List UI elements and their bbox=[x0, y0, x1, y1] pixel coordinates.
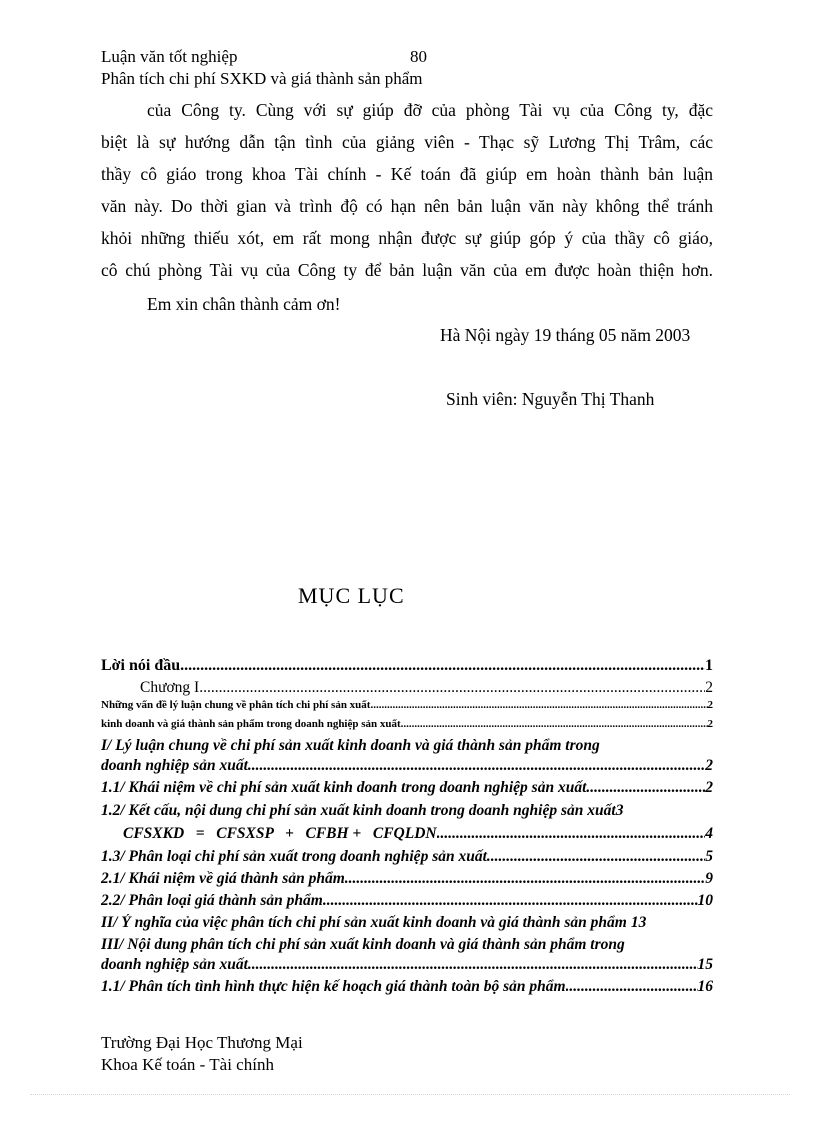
toc-entry: Những vấn đề lý luận chung về phân tích chi phí sản xuất ..... 2 bbox=[101, 699, 713, 718]
paragraph-line: biệt là sự hướng dẫn tận tình của giảng viên - Thạc sỹ Lương Thị Trâm, các bbox=[101, 132, 713, 152]
toc-entry: Lời nói đầu ..... 1 bbox=[101, 657, 713, 679]
footer-school: Trường Đại Học Thương Mại bbox=[101, 1033, 303, 1052]
header-subtitle: Phân tích chi phí SXKD và giá thành sản phẩm bbox=[101, 69, 423, 88]
toc-entry: kinh doanh và giá thành sản phẩm trong doanh nghiệp sản xuất ..... 2 bbox=[101, 718, 713, 737]
header-title: Luận văn tốt nghiệp bbox=[101, 47, 238, 66]
paragraph-line: thầy cô giáo trong khoa Tài chính - Kế toán đã giúp em hoàn thành bản luận bbox=[101, 164, 713, 184]
signature-line: Sinh viên: Nguyễn Thị Thanh bbox=[446, 389, 655, 409]
table-of-contents bbox=[101, 657, 713, 1000]
toc-entry: CFSXKD = CFSXSP + CFBH + CFQLDN ..... 4 bbox=[101, 825, 713, 848]
thanks-line: Em xin chân thành cảm ơn! bbox=[147, 294, 341, 314]
paragraph-line: văn này. Do thời gian và trình độ có hạn nên bản luận văn này không thể tránh bbox=[101, 196, 713, 216]
page-divider bbox=[30, 1094, 790, 1095]
paragraph-line: của Công ty. Cùng với sự giúp đỡ của phòng Tài vụ của Công ty, đặc bbox=[147, 100, 713, 120]
acknowledgement-paragraph bbox=[101, 94, 713, 286]
toc-entry: Chương I ..... 2 bbox=[101, 679, 713, 699]
footer-faculty: Khoa Kế toán - Tài chính bbox=[101, 1055, 274, 1074]
toc-entry: III/ Nội dung phân tích chi phí sản xuất kinh doanh và giá thành sản phẩm trong bbox=[101, 936, 625, 953]
toc-entry: 1.1/ Phân tích tình hình thực hiện kế hoạch giá thành toàn bộ sản phẩm ..... 16 bbox=[101, 978, 713, 1000]
toc-entry: doanh nghiệp sản xuất ..... 15 bbox=[101, 956, 713, 978]
toc-entry: 2.1/ Khái niệm về giá thành sản phẩm ..... 9 bbox=[101, 870, 713, 892]
date-line: Hà Nội ngày 19 tháng 05 năm 2003 bbox=[440, 325, 691, 345]
toc-entry: II/ Ý nghĩa của việc phân tích chi phí sản xuất kinh doanh và giá thành sản phẩm 13 bbox=[101, 914, 647, 931]
toc-entry: I/ Lý luận chung về chi phí sản xuất kinh doanh và giá thành sản phẩm trong bbox=[101, 737, 600, 754]
toc-entry: 2.2/ Phân loại giá thành sản phẩm ..... 10 bbox=[101, 892, 713, 914]
toc-title: MỤC LỤC bbox=[298, 583, 405, 608]
toc-entry: doanh nghiệp sản xuất ..... 2 bbox=[101, 757, 713, 779]
paragraph-line: khỏi những thiếu xót, em rất mong nhận được sự giúp góp ý của thầy cô giáo, bbox=[101, 228, 713, 248]
header-page-number: 80 bbox=[410, 47, 427, 66]
toc-entry: 1.1/ Khái niệm về chi phí sản xuất kinh doanh trong doanh nghiệp sản xuất ..... 2 bbox=[101, 779, 713, 802]
toc-entry: 1.2/ Kết cấu, nội dung chi phí sản xuất kinh doanh trong doanh nghiệp sản xuất 3 bbox=[101, 802, 624, 819]
paragraph-line: cô chú phòng Tài vụ của Công ty để bản luận văn của em được hoàn thiện hơn. bbox=[101, 260, 713, 280]
toc-entry: 1.3/ Phân loại chi phí sản xuất trong doanh nghiệp sản xuất ..... 5 bbox=[101, 848, 713, 870]
